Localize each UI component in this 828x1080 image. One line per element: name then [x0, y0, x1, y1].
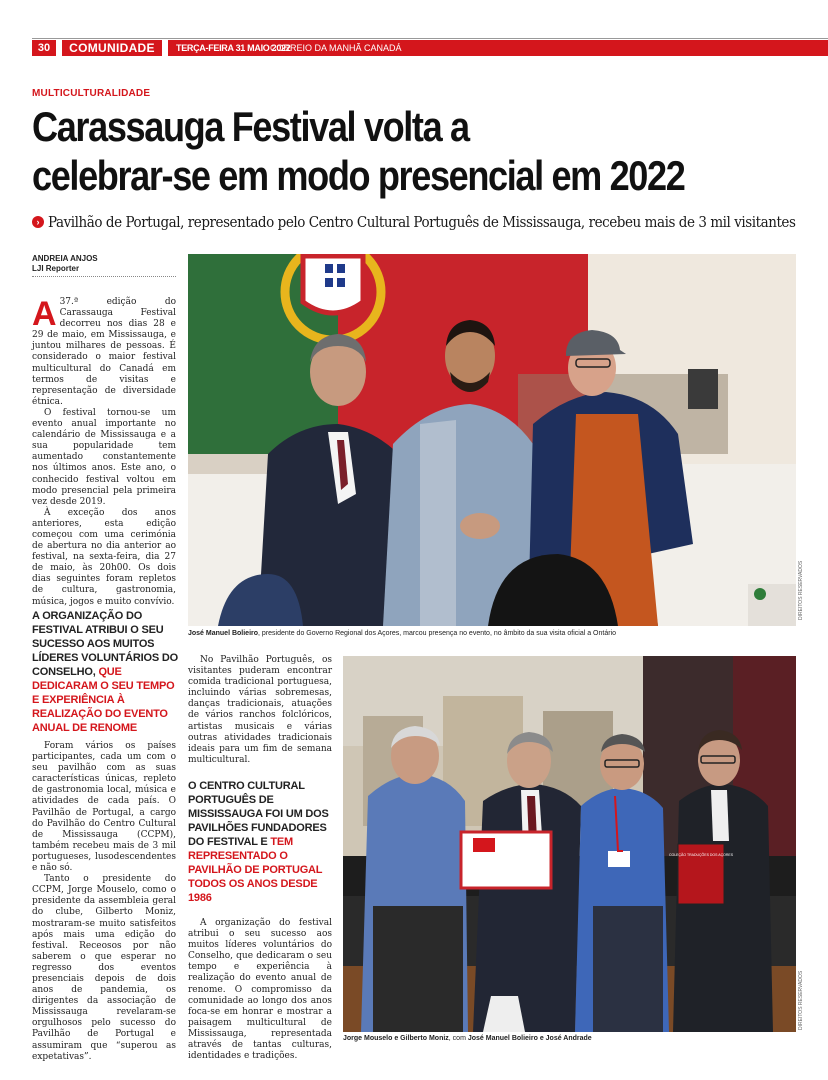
paragraph: À exceção dos anos anteriores, esta edição começou com uma cerimónia de abertura no dia anterior ao festival, na sexta-feira, dia 27 de maio, às 20h00. Os dois dias seguintes foram repletos de cultura, gastronomia, música, jogos e muito convívio. — [32, 507, 176, 607]
author-name: ANDREIA ANJOS — [32, 254, 98, 263]
paragraph: Foram vários os países participantes, cada um com o seu pavilhão com as suas características únicas, repleto de gastronomia local, música e atividades de cada país. O Pavilhão de Portugal, a cargo do Pavilhão do Centro Cultural de Mississauga (CCPM), também recebeu mais de 3 mil portugueses, lusodescendentes e não só. — [32, 741, 176, 874]
article-subheadline: Pavilhão de Portugal, representado pelo Centro Cultural Português de Mississauga, recebeu mais de 3 mil visitantes — [48, 213, 796, 231]
photo-credit-2: DIREITOS RESERVADOS — [798, 970, 804, 1030]
body-column-1-top — [32, 297, 176, 608]
author-divider — [32, 276, 176, 277]
photo-group — [343, 656, 796, 1032]
paragraph: O festival tornou-se um evento anual importante no calendário de Mississauga e a sua popularidade tem aumentado constantemente nos últimos anos. Este ano, o conhecido festival voltou em modo presencial pela primeira vez desde 2019. — [32, 407, 176, 507]
book-title: COLEÇÃO TRADUÇÕES DOS AÇORES — [668, 853, 734, 857]
page-number: 30 — [32, 40, 56, 56]
body-column-2-bottom — [188, 918, 332, 1062]
issue-date: TERÇA-FEIRA 31 MAIO 2022 — [176, 43, 291, 53]
section-label[interactable]: COMUNIDADE — [62, 40, 162, 56]
photo-handshake — [188, 254, 796, 626]
headline-line-2: celebrar-se em modo presencial em 2022 — [32, 152, 685, 199]
paragraph: No Pavilhão Português, os visitantes puderam encontrar comida tradicional portuguesa, incluindo várias sobremesas, danças tradicionais, atuações de vários ranchos folclóricos, artistas musicais e várias outras atividades tradicionais ideais para um fim de semana multicultural. — [188, 655, 332, 765]
body-column-2-top — [188, 655, 332, 766]
photo-credit-1: DIREITOS RESERVADOS — [798, 560, 804, 620]
headline-line-1: Carassauga Festival volta a — [32, 103, 469, 150]
pull-quote-1: A ORGANIZAÇÃO DO FESTIVAL ATRIBUI O SEU SUCESSO AOS MUITOS LÍDERES VOLUNTÁRIOS DO CONSELHO, QUE DEDICARAM O SEU TEMPO E EXPERIÊNCIA À REALIZAÇÃO DO EVENTO ANUAL DE RENOME — [32, 610, 178, 734]
publication-name: CORREIO DA MANHÃ CANADÁ — [270, 43, 402, 53]
photo-caption-1: José Manuel Bolieiro, presidente do Governo Regional dos Açores, marcou presença no evento, no âmbito da sua visita oficial a Ontário — [188, 630, 617, 637]
body-column-1-bottom — [32, 741, 176, 1063]
paragraph: A 37.ª edição do Carassauga Festival decorreu nos dias 28 e 29 de maio, em Mississauga, e juntou milhares de pessoas. É considerado o maior festival multicultural do Canadá em termos de visitas e representação de diversidade étnica. — [32, 295, 176, 407]
chevron-right-icon: › — [32, 216, 44, 228]
pull-quote-2: O CENTRO CULTURAL PORTUGUÊS DE MISSISSAUGA FOI UM DOS PAVILHÕES FUNDADORES DO FESTIVAL E TEM REPRESENTADO O PAVILHÃO DE PORTUGAL TODOS OS ANOS DESDE 1986 — [188, 780, 329, 904]
paragraph: A organização do festival atribui o seu sucesso aos muitos líderes voluntários do Conselho, que dedicaram o seu tempo e experiência à realização do evento anual de renome. O compromisso da comunidade ao longo dos anos foca-se em honrar e mostrar a paisagem multicultural de Mississauga, representada através de tantas culturas, identidades e tradições. — [188, 918, 332, 1062]
drop-cap: A — [32, 295, 57, 333]
author-role: LJI Reporter — [32, 264, 80, 273]
paragraph: Tanto o presidente do CCPM, Jorge Mouselo, como o presidente da assembleia geral do clube, Gilberto Moniz, mostraram-se muito satisfeitos após mais uma edição do festival. Receosos por não saberem o que esperar no regresso dos eventos presenciais depois de dois anos de pandemia, os dirigentes da associação de Mississauga revelaram-se orgulhosos pelo sucesso do Pavilhão de Portugal e assumiram que “superou as expetativas”. — [32, 874, 176, 1062]
photo-caption-2: Jorge Mouselo e Gilberto Moniz, com José Manuel Bolieiro e José Andrade — [343, 1035, 592, 1042]
article-headline — [32, 102, 711, 200]
article-kicker: MULTICULTURALIDADE — [32, 88, 151, 99]
header-rule — [32, 38, 828, 39]
